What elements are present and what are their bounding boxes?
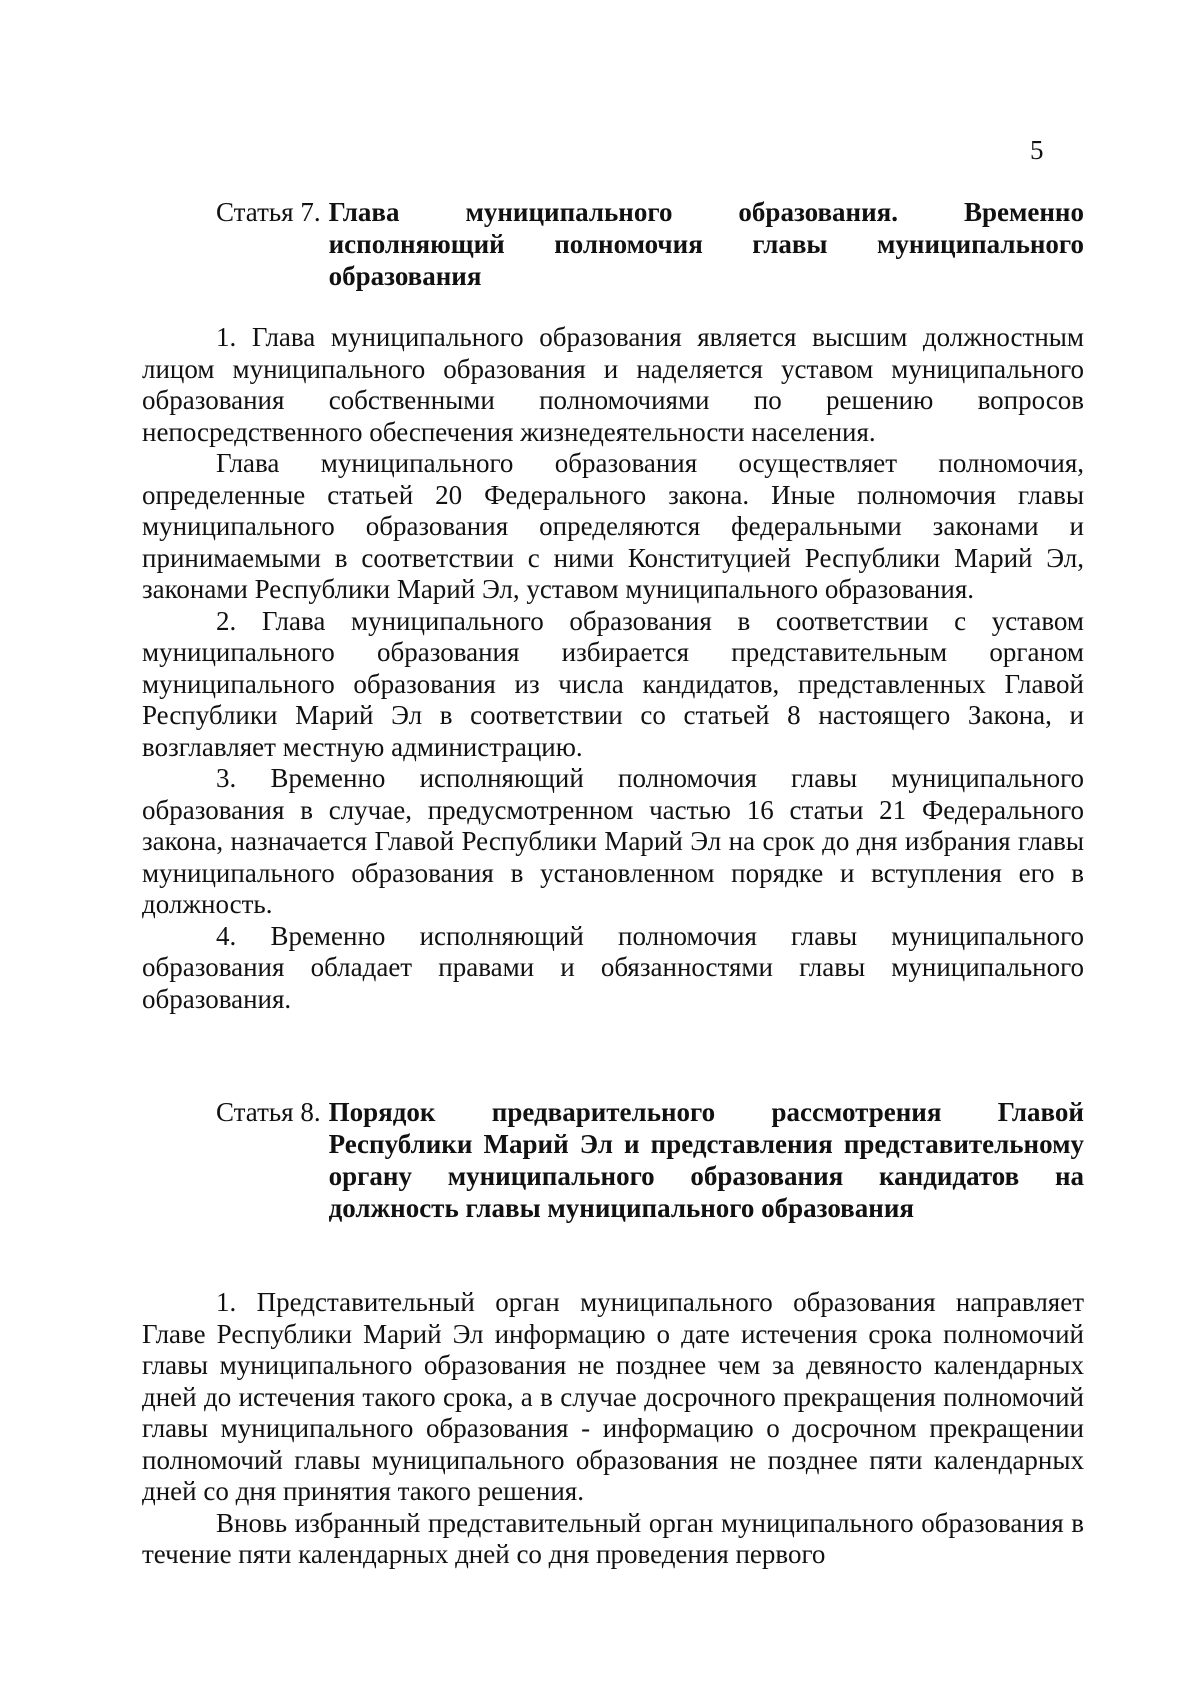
article-7-label: Статья 7. bbox=[216, 197, 321, 227]
article-7-paragraph-2: Глава муниципального образования осуществляет полномочия, определенные статьей 20 Федерального закона. Иные полномочия главы муниципального образования определяются федеральными законами и принимаемыми в соответствии с ними Конституцией Республики Марий Эл, законами Республики Марий Эл, уставом муниципального образования. bbox=[142, 448, 1084, 604]
article-8-heading bbox=[216, 1096, 1084, 1224]
article-7-title: Глава муниципального образования. Временно исполняющий полномочия главы муниципального образования bbox=[328, 197, 1084, 291]
page-number: 5 bbox=[1030, 135, 1044, 165]
article-8-paragraph-2: Вновь избранный представительный орган муниципального образования в течение пяти календарных дней со дня проведения первого bbox=[142, 1507, 1084, 1569]
article-8-title: Порядок предварительного рассмотрения Главой Республики Марий Эл и представления представительному органу муниципального образования кандидатов на должность главы муниципального образования bbox=[328, 1097, 1084, 1223]
article-7-paragraph-4: 3. Временно исполняющий полномочия главы муниципального образования в случае, предусмотренном частью 16 статьи 21 Федерального закона, назначается Главой Республики Марий Эл на срок до дня избрания главы муниципального образования в установленном порядке и вступления его в должность. bbox=[142, 763, 1084, 919]
article-8-label: Статья 8. bbox=[216, 1097, 321, 1127]
article-7-heading bbox=[216, 196, 1084, 292]
article-7-paragraph-5: 4. Временно исполняющий полномочия главы муниципального образования обладает правами и обязанностями главы муниципального образования. bbox=[142, 920, 1084, 1014]
article-7-paragraph-3: 2. Глава муниципального образования в соответствии с уставом муниципального образования избирается представительным органом муниципального образования из числа кандидатов, представленных Главой Республики Марий Эл в соответствии со статьей 8 настоящего Закона, и возглавляет местную администрацию. bbox=[142, 605, 1084, 762]
article-7-paragraph-1: 1. Глава муниципального образования является высшим должностным лицом муниципального образования и наделяется уставом муниципального образования собственными полномочиями по решению вопросов непосредственного обеспечения жизнедеятельности населения. bbox=[142, 322, 1084, 447]
article-7-body bbox=[142, 322, 1084, 1015]
article-8-paragraph-1: 1. Представительный орган муниципального образования направляет Главе Республики Марий Эл информацию о дате истечения срока полномочий главы муниципального образования не позднее чем за девяносто календарных дней до истечения такого срока, а в случае досрочного прекращения полномочий главы муниципального образования - информацию о досрочном прекращении полномочий главы муниципального образования не позднее пяти календарных дней со дня принятия такого решения. bbox=[142, 1287, 1084, 1506]
article-8-body bbox=[142, 1287, 1084, 1571]
